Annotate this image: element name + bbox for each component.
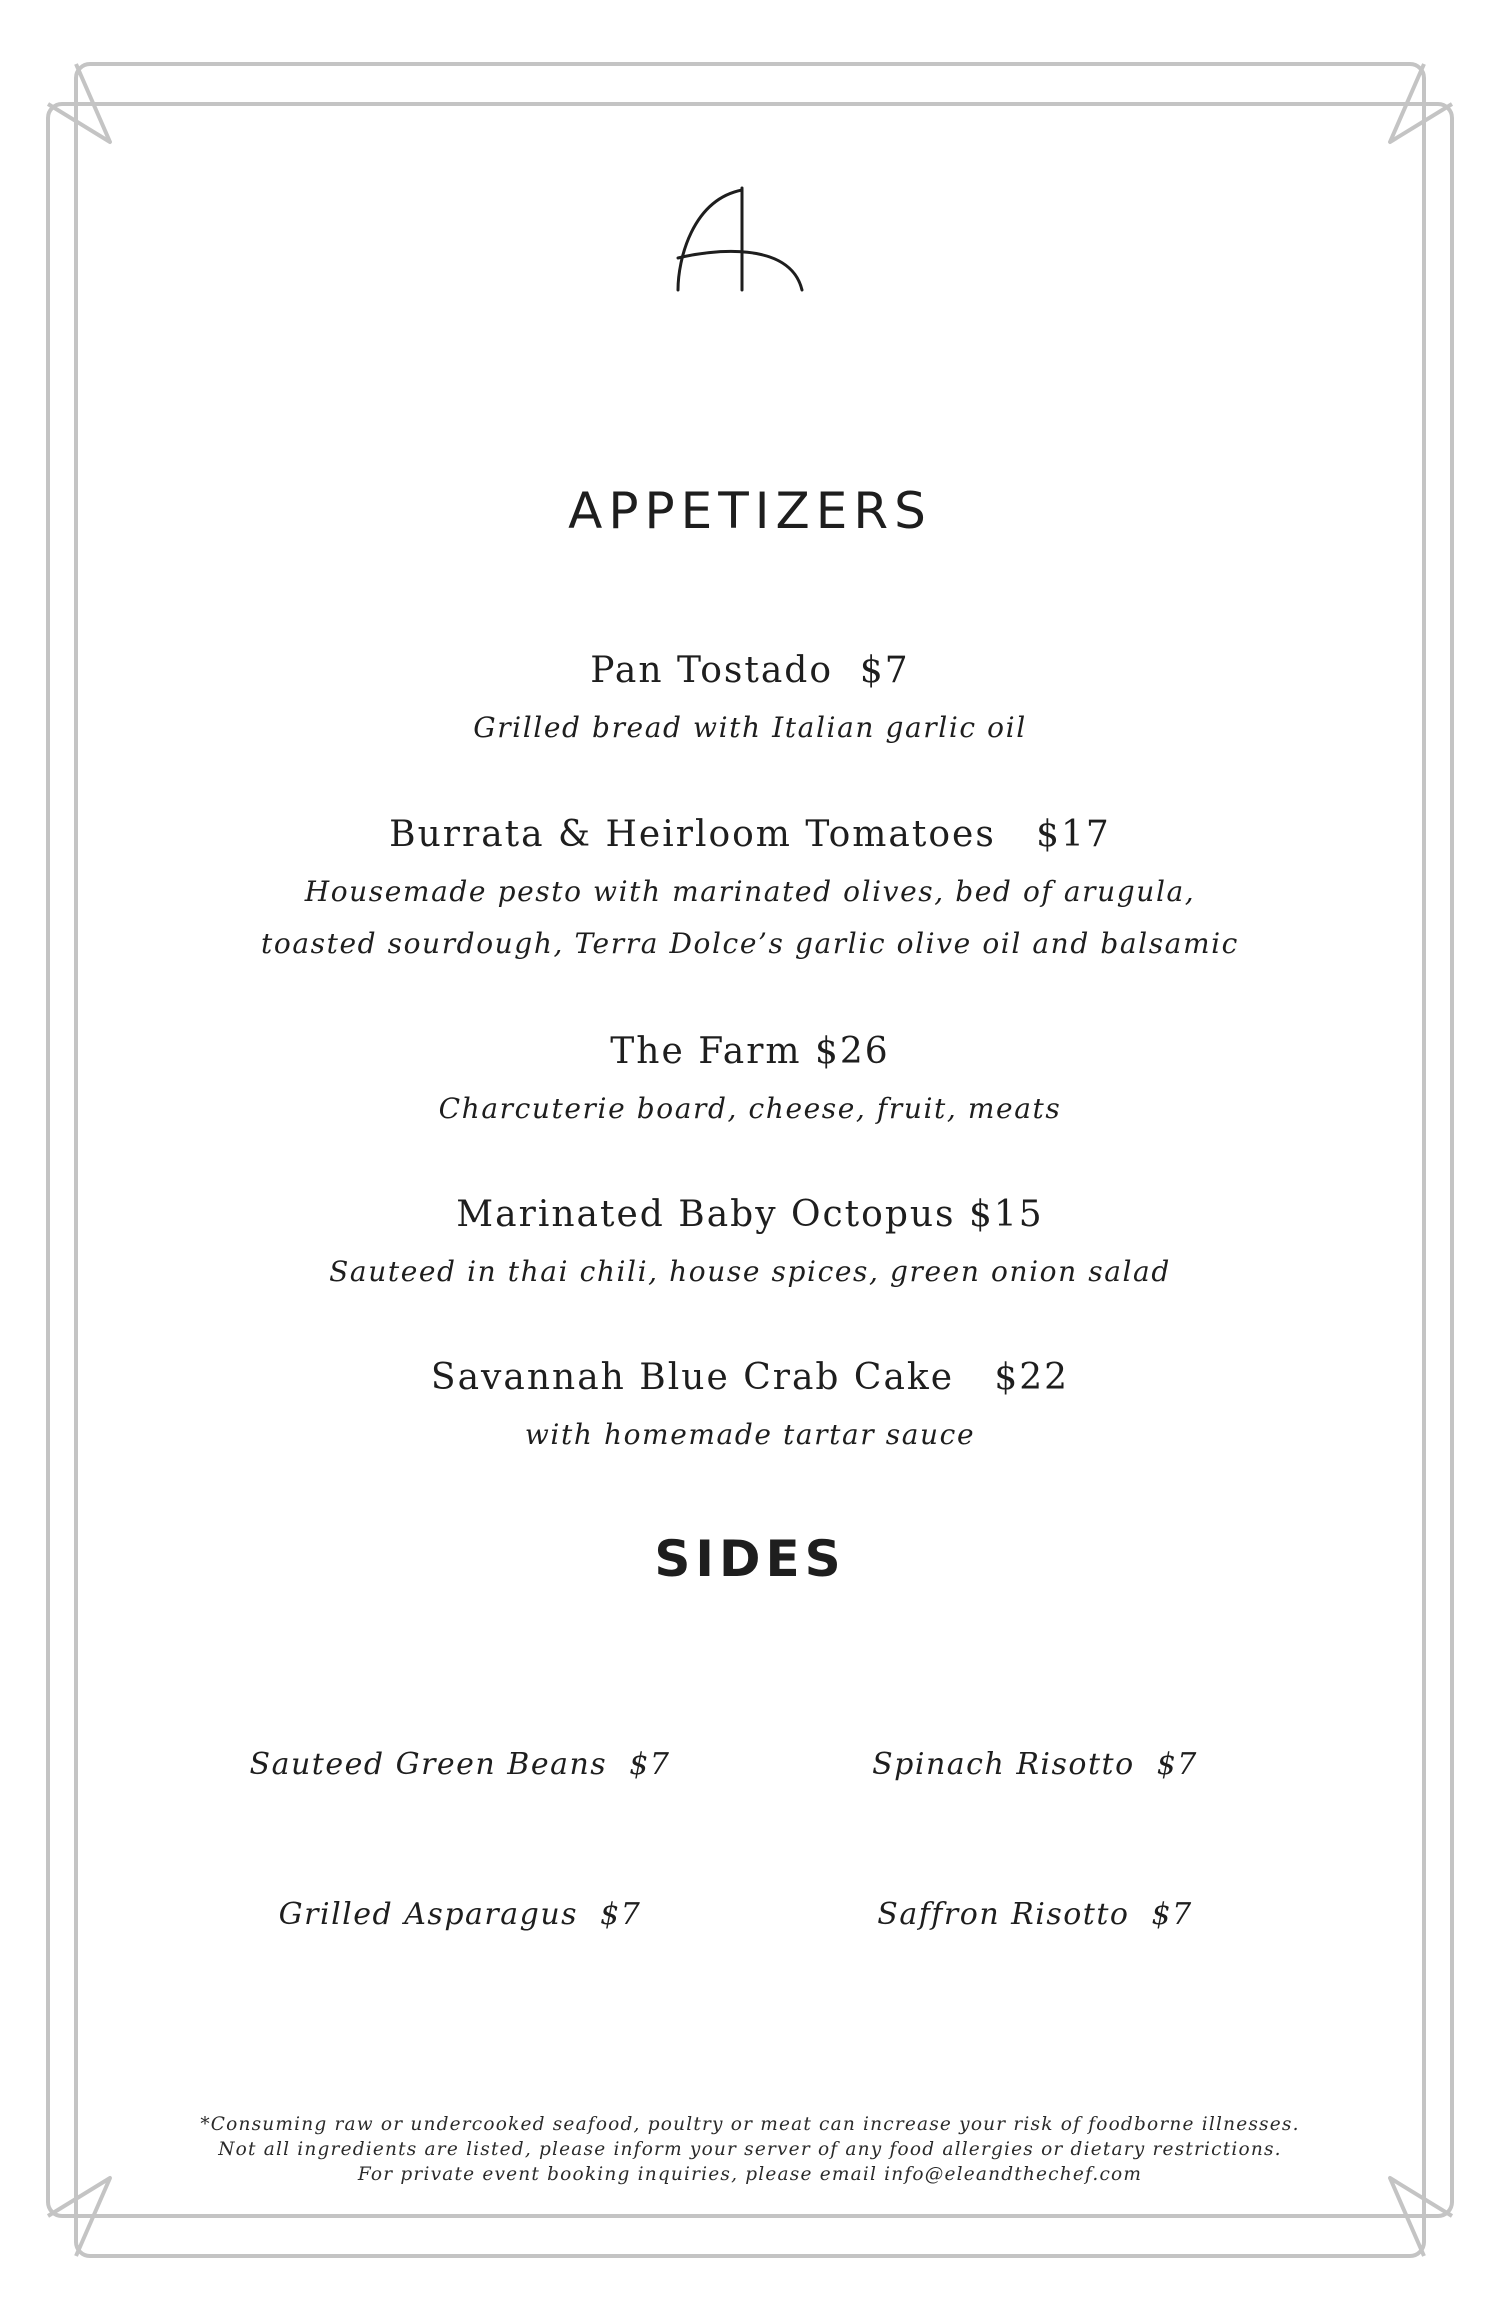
item-title: Pan Tostado $7 xyxy=(590,650,910,691)
menu-item xyxy=(0,812,1500,970)
footer-line: For private event booking inquiries, please email info@eleandthechef.com xyxy=(357,2164,1143,2185)
menu-item xyxy=(0,1355,1500,1461)
side-item: Sauteed Green Beans $7 xyxy=(249,1747,671,1782)
item-title: The Farm $26 xyxy=(610,1031,890,1072)
sides-right-column xyxy=(775,1640,1295,1990)
item-description: toasted sourdough, Terra Dolce’s garlic olive oil and balsamic xyxy=(261,927,1239,960)
sides-left-column xyxy=(200,1640,720,1990)
item-title: Marinated Baby Octopus $15 xyxy=(456,1194,1044,1235)
item-description: with homemade tartar sauce xyxy=(524,1418,976,1451)
side-item: Spinach Risotto $7 xyxy=(872,1747,1198,1782)
side-item: Grilled Asparagus $7 xyxy=(278,1897,642,1932)
item-title: Savannah Blue Crab Cake $22 xyxy=(430,1357,1070,1398)
appetizers-heading: APPETIZERS xyxy=(568,482,932,540)
footer-line: Not all ingredients are listed, please inform your server of any food allergies or dietary restrictions. xyxy=(218,2139,1282,2160)
item-description: Housemade pesto with marinated olives, bed of arugula, xyxy=(304,875,1196,908)
item-description: Charcuterie board, cheese, fruit, meats xyxy=(438,1092,1062,1125)
footer-line: *Consuming raw or undercooked seafood, poultry or meat can increase your risk of foodborne illnesses. xyxy=(200,2114,1300,2135)
sides-heading: SIDES xyxy=(654,1530,846,1588)
menu-item xyxy=(0,1192,1500,1298)
side-item: Saffron Risotto $7 xyxy=(877,1897,1193,1932)
item-title: Burrata & Heirloom Tomatoes $17 xyxy=(389,814,1111,855)
item-description: Sauteed in thai chili, house spices, green onion salad xyxy=(329,1255,1171,1288)
footer-disclaimer xyxy=(0,2112,1500,2187)
menu-item xyxy=(0,648,1500,754)
arch-monogram-icon xyxy=(670,180,810,300)
menu-item xyxy=(0,1029,1500,1135)
item-description: Grilled bread with Italian garlic oil xyxy=(473,711,1027,744)
